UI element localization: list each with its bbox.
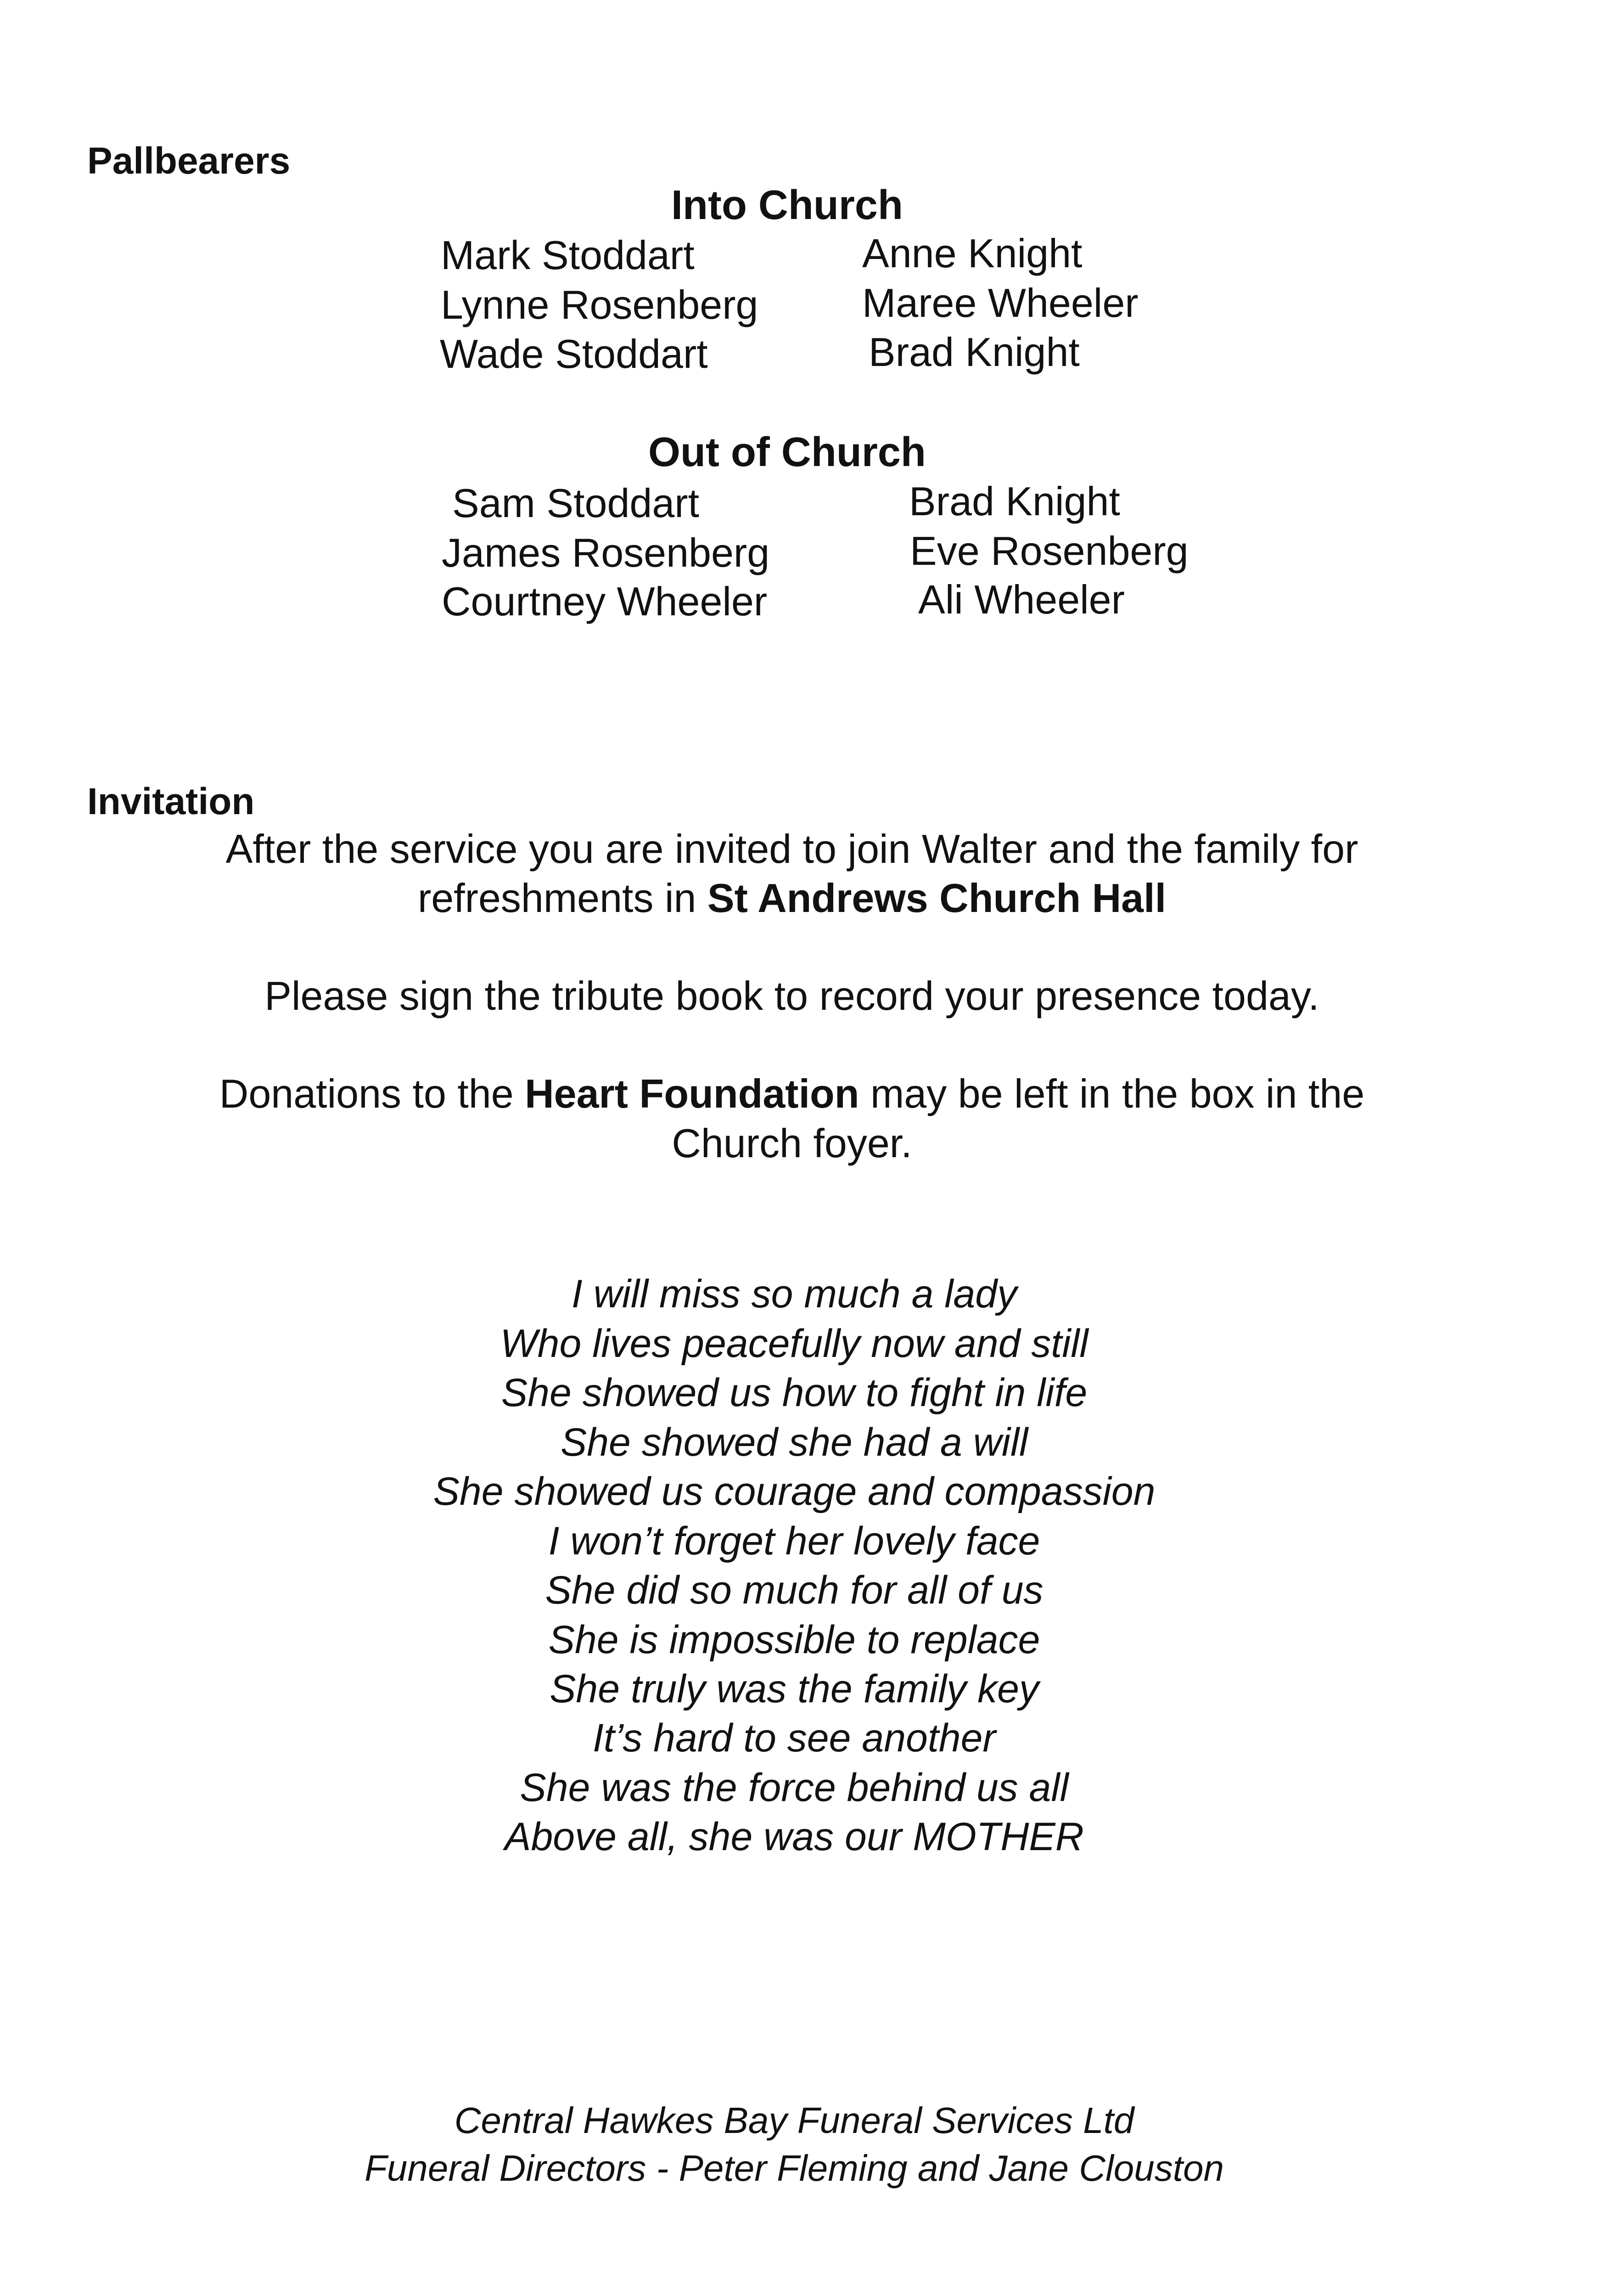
- out-of-church-right-3: Ali Wheeler: [918, 577, 1125, 622]
- poem-line-3: She showed us how to fight in life: [501, 1371, 1088, 1415]
- funeral-directors: Funeral Directors - Peter Fleming and Jane Clouston: [365, 2148, 1224, 2189]
- invitation-line-2-text: refreshments in: [417, 875, 707, 921]
- poem-line-9: She truly was the family key: [550, 1667, 1039, 1711]
- charity-name: Heart Foundation: [525, 1071, 859, 1116]
- poem-line-6: I won’t forget her lovely face: [548, 1519, 1040, 1563]
- into-church-right-1: Anne Knight: [862, 231, 1083, 276]
- poem-line-12: Above all, she was our MOTHER: [505, 1815, 1084, 1859]
- invitation-line-1: After the service you are invited to join Walter and the family for: [225, 826, 1358, 872]
- tribute-book-note: Please sign the tribute book to record your presence today.: [264, 973, 1319, 1019]
- into-church-title: Into Church: [671, 182, 903, 228]
- out-of-church-left-2: James Rosenberg: [442, 530, 770, 575]
- poem-line-1: I will miss so much a lady: [571, 1272, 1017, 1316]
- poem-line-10: It’s hard to see another: [592, 1716, 996, 1760]
- donation-line-2: Church foyer.: [672, 1120, 912, 1166]
- out-of-church-left-3: Courtney Wheeler: [442, 579, 768, 624]
- into-church-left-1: Mark Stoddart: [441, 232, 695, 278]
- funeral-services-name: Central Hawkes Bay Funeral Services Ltd: [454, 2100, 1134, 2141]
- into-church-right-3: Brad Knight: [869, 329, 1080, 375]
- invitation-heading: Invitation: [87, 781, 255, 822]
- venue-name: St Andrews Church Hall: [707, 875, 1167, 921]
- into-church-left-2: Lynne Rosenberg: [441, 282, 758, 327]
- poem-line-7: She did so much for all of us: [545, 1568, 1044, 1612]
- poem-line-5: She showed us courage and compassion: [433, 1469, 1156, 1514]
- poem-line-8: She is impossible to replace: [548, 1618, 1040, 1662]
- into-church-left-3: Wade Stoddart: [440, 331, 708, 377]
- into-church-right-2: Maree Wheeler: [862, 280, 1139, 326]
- poem-line-11: She was the force behind us all: [520, 1766, 1069, 1810]
- out-of-church-right-2: Eve Rosenberg: [910, 528, 1189, 574]
- poem-line-2: Who lives peacefully now and still: [500, 1322, 1089, 1366]
- donation-text-post: may be left in the box in the: [859, 1071, 1365, 1116]
- out-of-church-left-1: Sam Stoddart: [452, 480, 700, 526]
- invitation-line-2: [0, 875, 1600, 921]
- out-of-church-right-1: Brad Knight: [909, 478, 1120, 524]
- pallbearers-heading: Pallbearers: [87, 140, 291, 182]
- donation-line-1: [0, 1071, 1600, 1116]
- out-of-church-title: Out of Church: [648, 429, 926, 475]
- poem-line-4: She showed she had a will: [560, 1420, 1028, 1464]
- donation-text-pre: Donations to the: [219, 1071, 525, 1116]
